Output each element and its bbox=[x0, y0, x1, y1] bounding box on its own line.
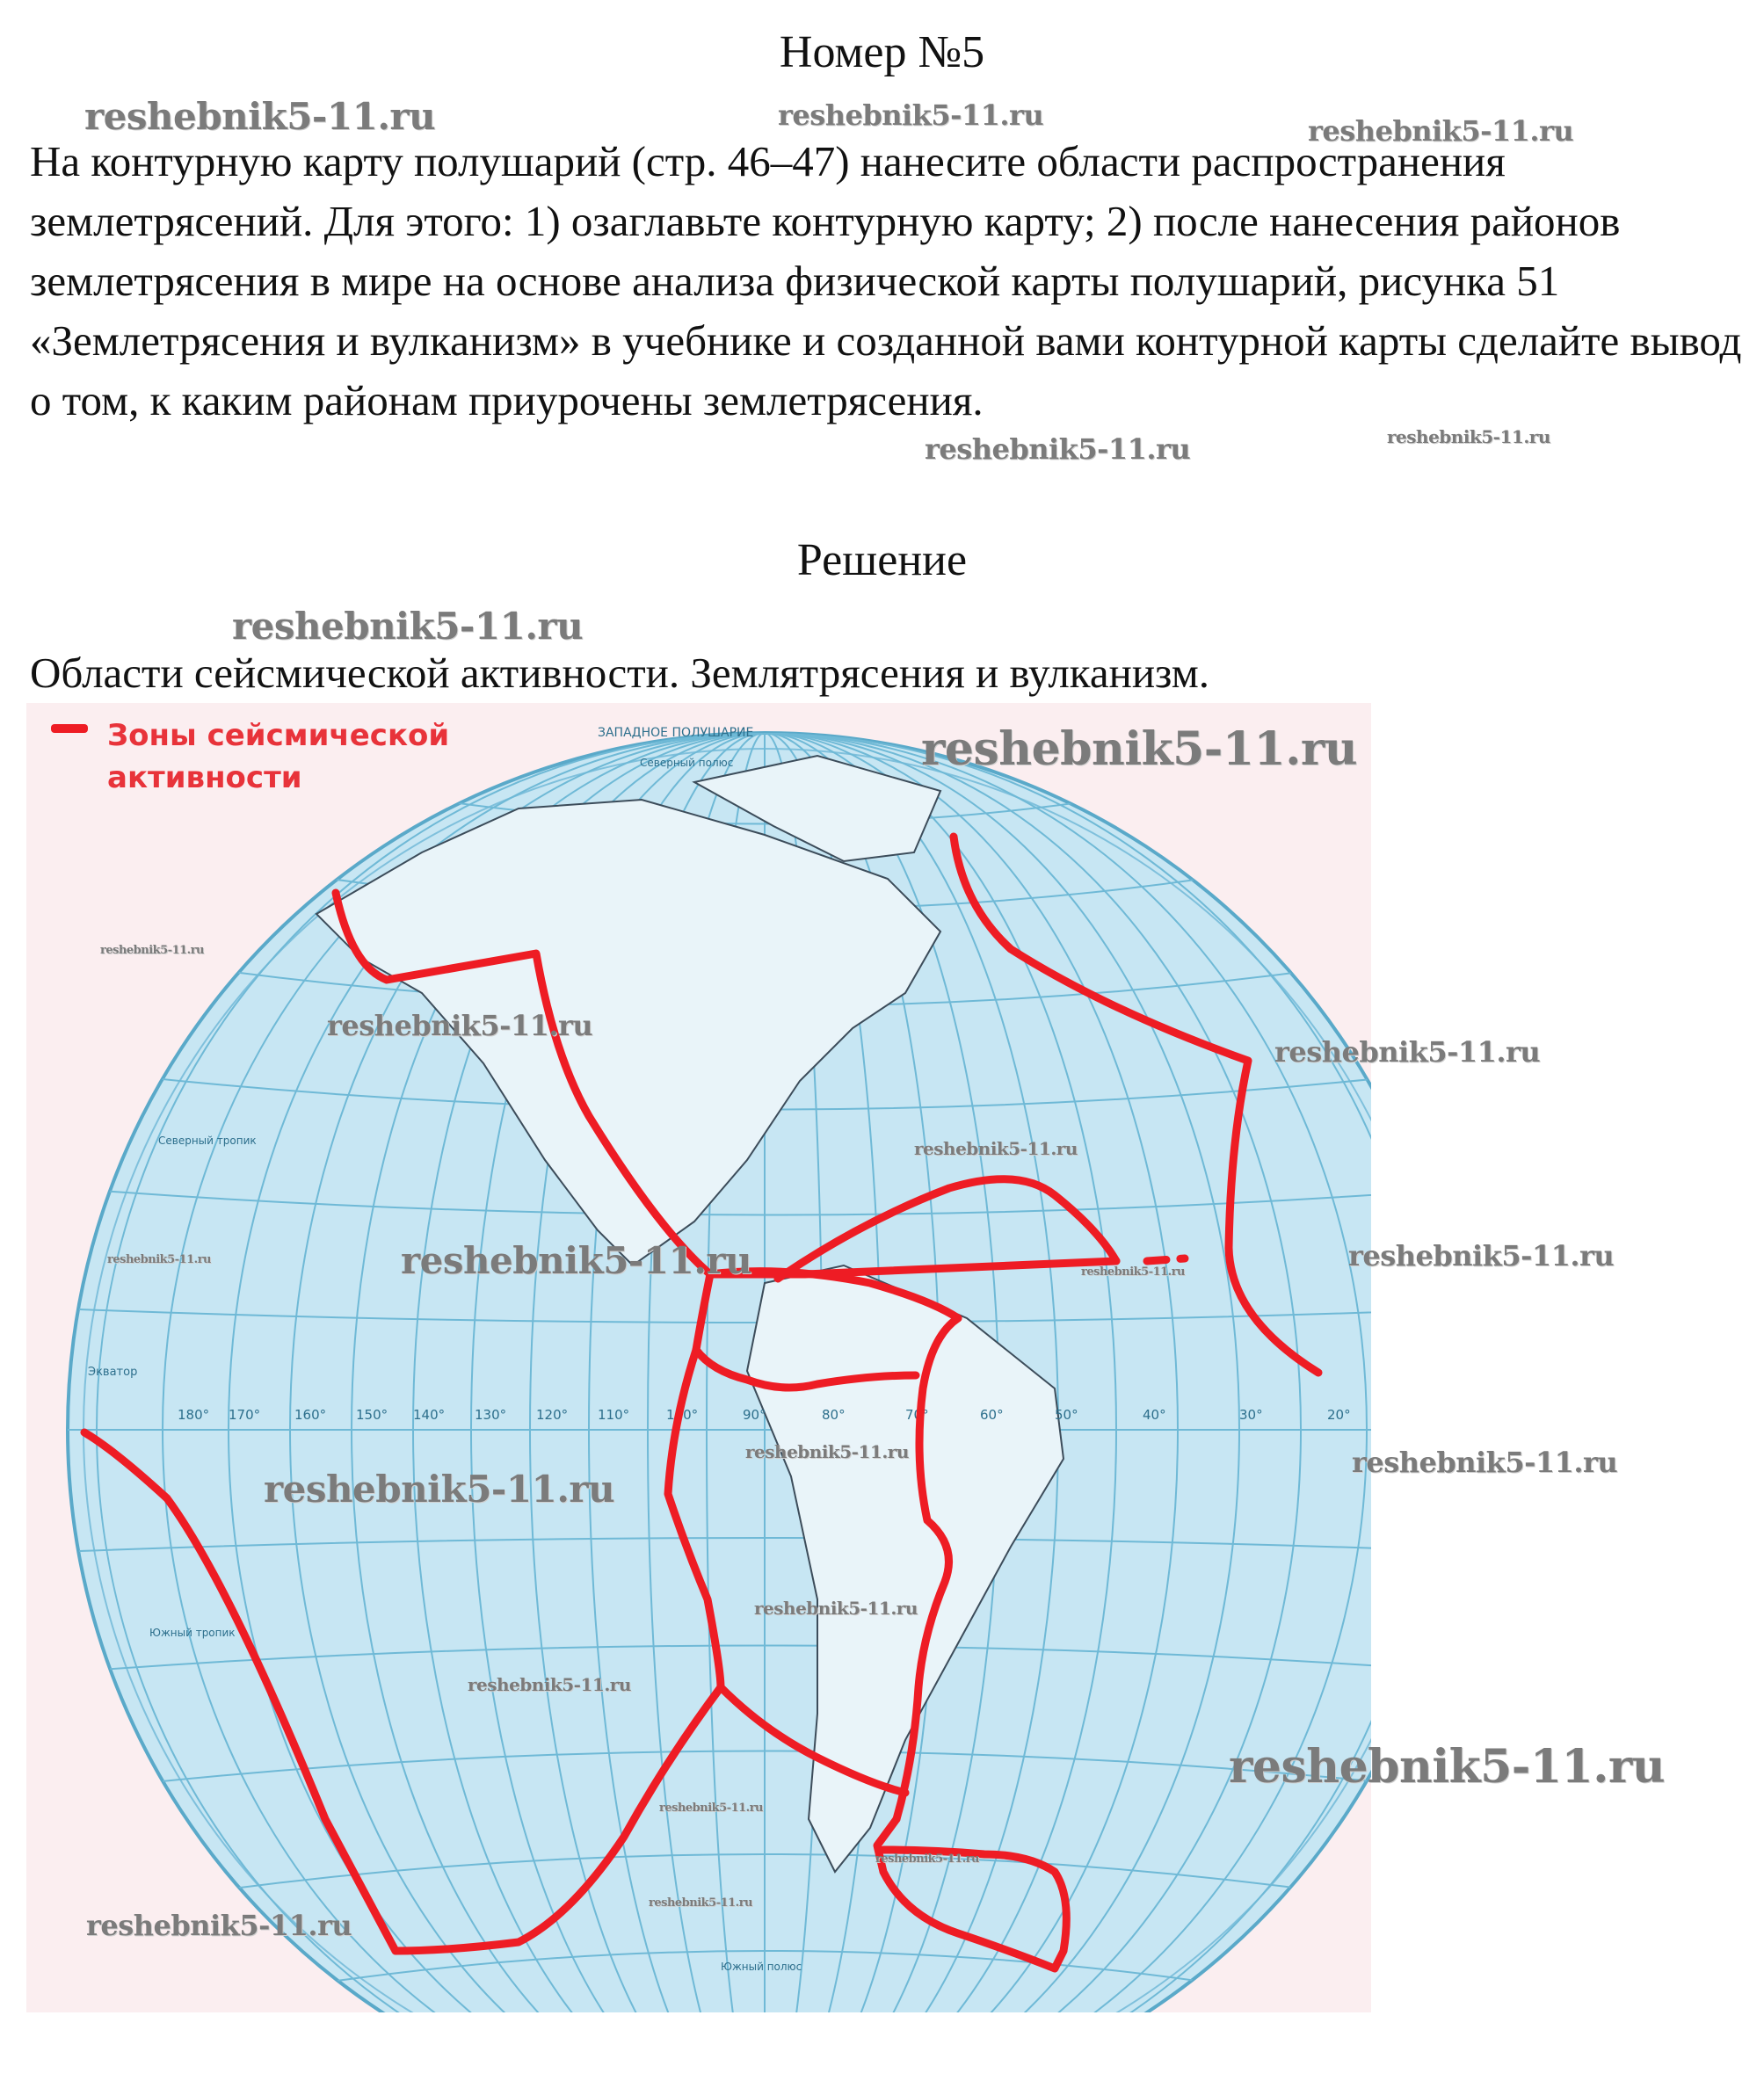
watermark: reshebnik5-11.ru bbox=[100, 944, 205, 957]
watermark: reshebnik5-11.ru bbox=[84, 95, 436, 138]
lon-label: 110° bbox=[598, 1407, 630, 1423]
solution-title: Решение bbox=[796, 535, 968, 585]
lon-label: 20° bbox=[1327, 1407, 1351, 1423]
watermark: reshebnik5-11.ru bbox=[1308, 114, 1574, 148]
lon-label: 170° bbox=[229, 1407, 261, 1423]
watermark: reshebnik5-11.ru bbox=[264, 1468, 615, 1511]
seismic-zone-atlantic-dash bbox=[1147, 1258, 1185, 1261]
lon-label: 180° bbox=[178, 1407, 210, 1423]
lon-label: 90° bbox=[743, 1407, 766, 1423]
watermark: reshebnik5-11.ru bbox=[925, 432, 1191, 466]
watermark: reshebnik5-11.ru bbox=[107, 1253, 212, 1266]
lon-label: 160° bbox=[294, 1407, 327, 1423]
lon-label: 130° bbox=[475, 1407, 507, 1423]
watermark: reshebnik5-11.ru bbox=[1352, 1446, 1618, 1479]
watermark: reshebnik5-11.ru bbox=[327, 1009, 593, 1042]
north-tropic-label: Северный тропик bbox=[158, 1135, 257, 1147]
legend-line1: Зоны сейсмической bbox=[107, 718, 450, 753]
hemisphere-label: ЗАПАДНОЕ ПОЛУШАРИЕ bbox=[598, 726, 754, 740]
legend-swatch bbox=[51, 724, 88, 733]
lon-label: 60° bbox=[980, 1407, 1004, 1423]
task-text: На контурную карту полушарий (стр. 46–47) нанесите области распространения землетрясений. Для этого: 1) озаглавьте контурную карту; 2) после нанесения районов землетрясения в мире на основе анализа физической карты полушарий, рисунка 51 «Землетрясения и вулканизм» в учебнике и созданной вами контурной карты сделайте вывод о том, к каким районам приурочены землетрясения. bbox=[30, 137, 1742, 424]
north-pole-label: Северный полюс bbox=[640, 757, 734, 769]
watermark: reshebnik5-11.ru bbox=[468, 1674, 631, 1695]
lon-label: 70° bbox=[905, 1407, 929, 1423]
watermark: reshebnik5-11.ru bbox=[649, 1896, 753, 1910]
watermark: reshebnik5-11.ru bbox=[232, 605, 584, 648]
watermark: reshebnik5-11.ru bbox=[875, 1852, 980, 1866]
watermark: reshebnik5-11.ru bbox=[778, 98, 1044, 132]
watermark: reshebnik5-11.ru bbox=[659, 1802, 764, 1815]
lon-label: 30° bbox=[1239, 1407, 1263, 1423]
watermark: reshebnik5-11.ru bbox=[1348, 1239, 1615, 1272]
watermark: reshebnik5-11.ru bbox=[401, 1239, 752, 1282]
lon-label: 150° bbox=[356, 1407, 388, 1423]
equator-label: Экватор bbox=[88, 1366, 138, 1379]
watermark: reshebnik5-11.ru bbox=[745, 1441, 909, 1462]
watermark: reshebnik5-11.ru bbox=[1274, 1035, 1541, 1069]
watermark: reshebnik5-11.ru bbox=[921, 722, 1358, 776]
south-pole-label: Южный полюс bbox=[721, 1961, 802, 1973]
lon-label: 140° bbox=[413, 1407, 446, 1423]
lon-label: 120° bbox=[536, 1407, 569, 1423]
lon-label: 80° bbox=[822, 1407, 846, 1423]
watermark: reshebnik5-11.ru bbox=[1081, 1265, 1186, 1279]
watermark: reshebnik5-11.ru bbox=[1387, 426, 1550, 447]
lon-label: 50° bbox=[1055, 1407, 1078, 1423]
task-title: Номер №5 bbox=[779, 27, 985, 77]
legend-line2: активности bbox=[107, 760, 302, 795]
watermark: reshebnik5-11.ru bbox=[754, 1598, 918, 1619]
watermark: reshebnik5-11.ru bbox=[1229, 1740, 1666, 1794]
lon-label: 100° bbox=[666, 1407, 699, 1423]
watermark: reshebnik5-11.ru bbox=[914, 1138, 1078, 1159]
watermark: reshebnik5-11.ru bbox=[86, 1909, 352, 1942]
lon-label: 40° bbox=[1143, 1407, 1166, 1423]
answer-text: Области сейсмической активности. Землятрясения и вулканизм. bbox=[30, 649, 1209, 697]
hemisphere-map bbox=[26, 703, 1371, 2012]
south-tropic-label: Южный тропик bbox=[149, 1627, 236, 1639]
